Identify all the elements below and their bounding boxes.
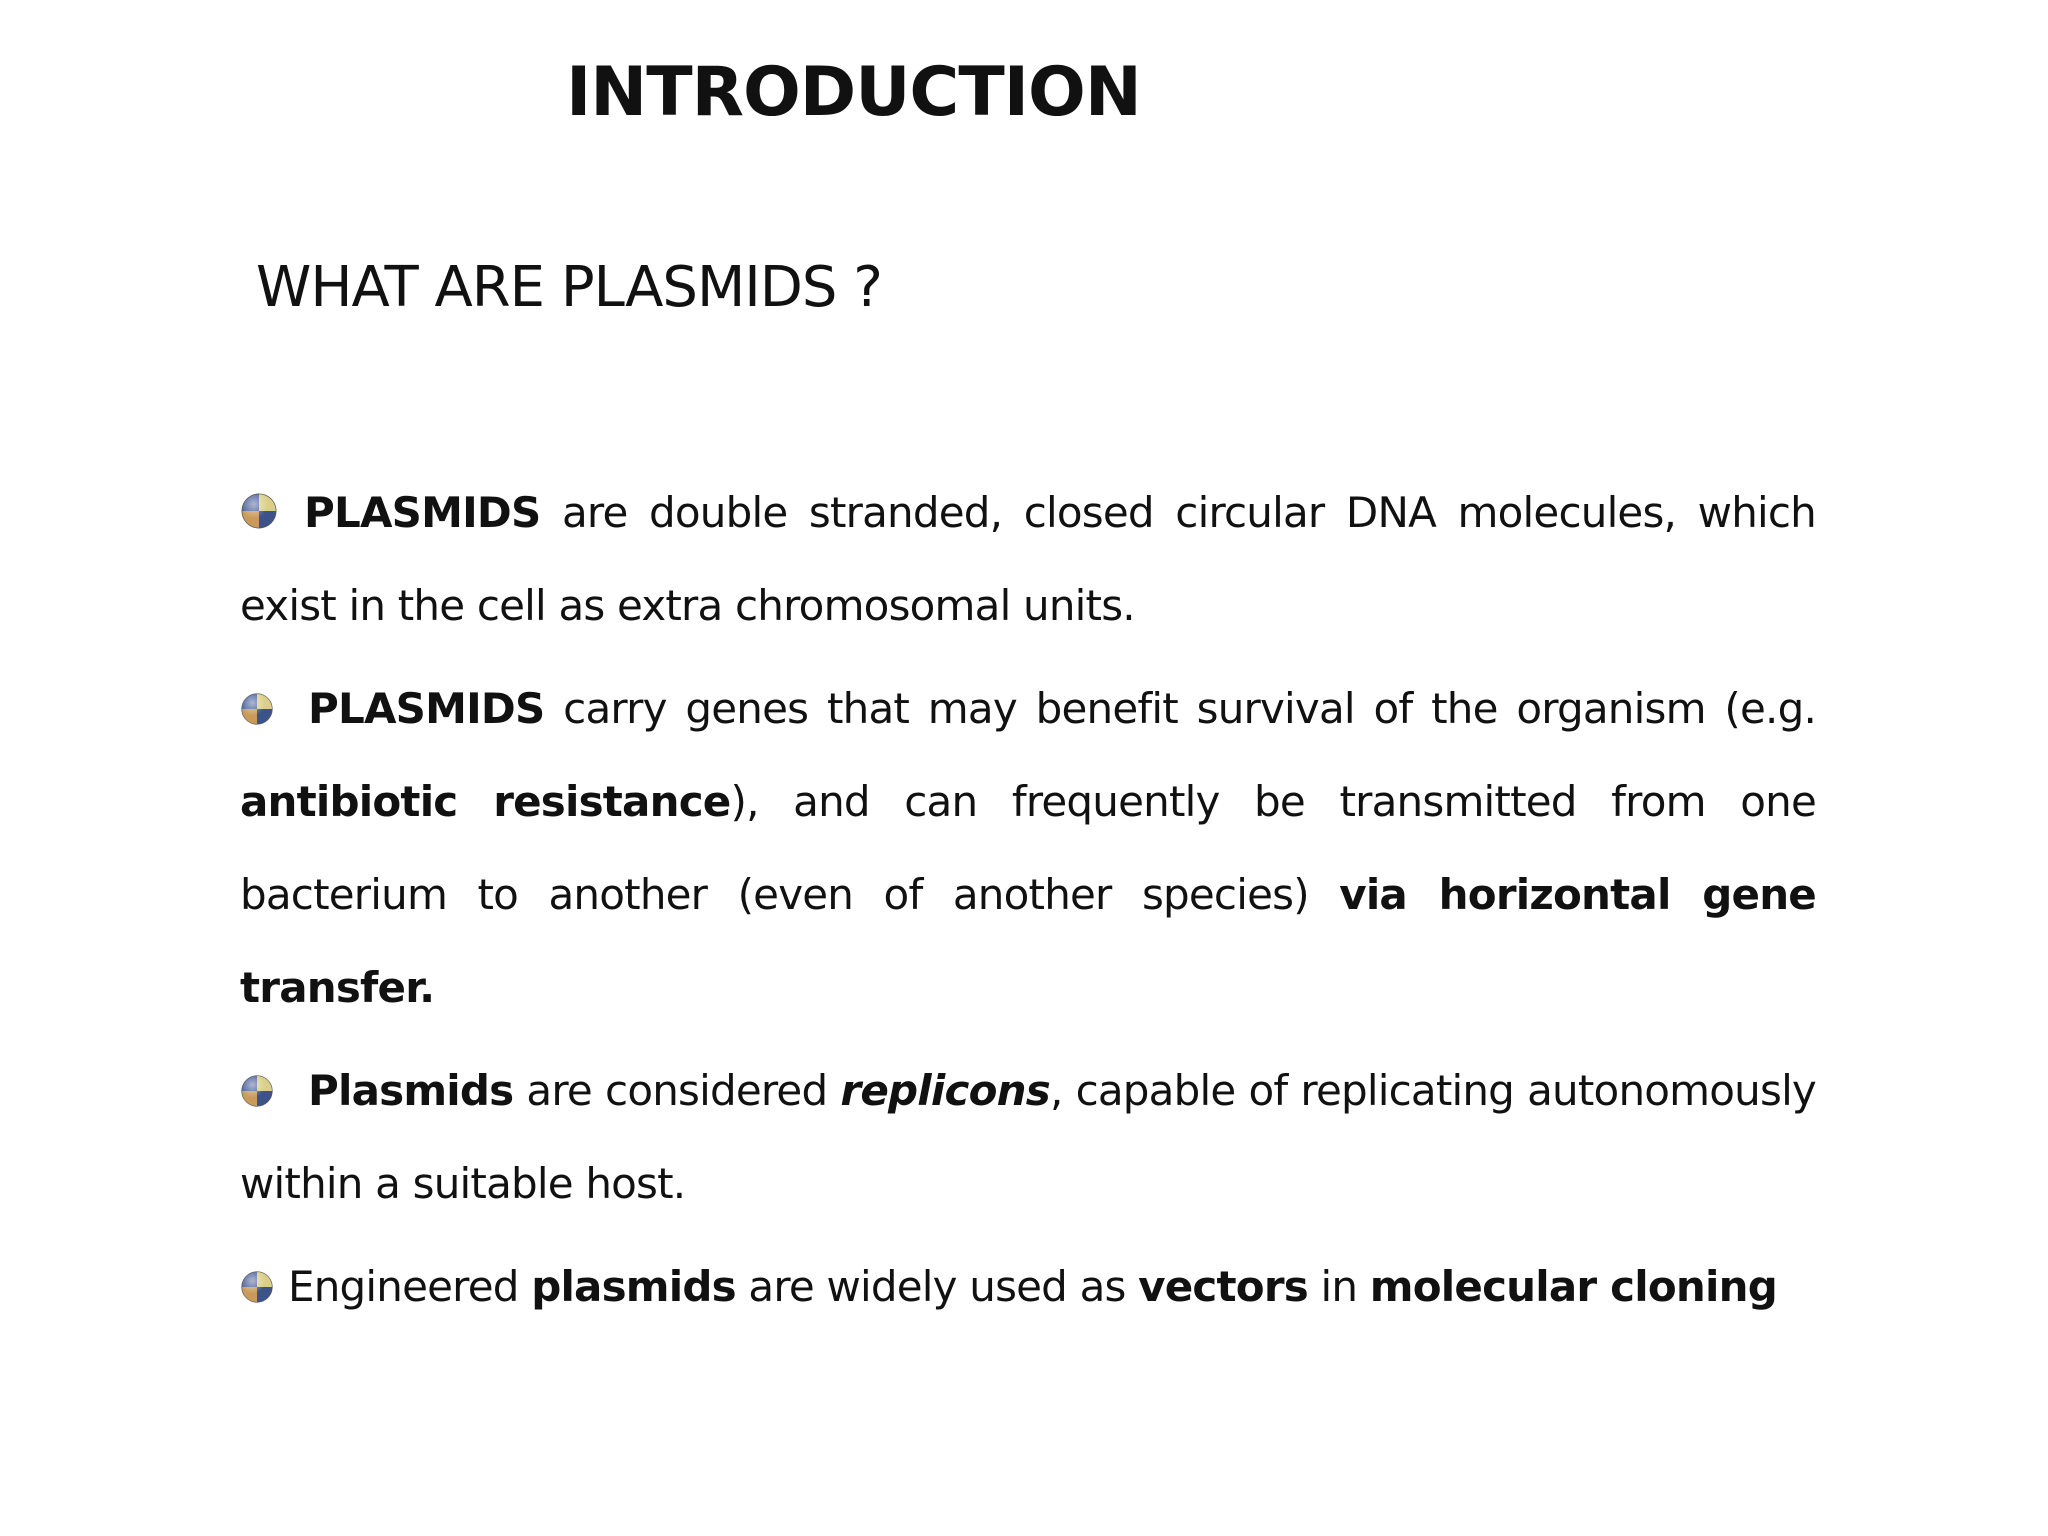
slide-title: INTRODUCTION bbox=[566, 53, 1141, 132]
quartered-sphere-icon bbox=[240, 692, 274, 726]
bullet-item-4 bbox=[240, 1240, 1816, 1333]
bold-term: via horizontal gene transfer. bbox=[240, 870, 1816, 1012]
bullet-text: Engineered bbox=[288, 1262, 532, 1311]
bullet-list bbox=[240, 466, 1816, 1343]
bold-italic-term: replicons bbox=[840, 1066, 1050, 1115]
quartered-sphere-icon bbox=[240, 492, 278, 530]
bold-term: PLASMIDS bbox=[308, 684, 545, 733]
bullet-text: are considered bbox=[513, 1066, 841, 1115]
bold-term: PLASMIDS bbox=[304, 488, 541, 537]
bullet-text: are double stranded, closed circular DNA molecules, which exist in the cell as extra chromosomal units. bbox=[240, 488, 1816, 630]
bold-term: vectors bbox=[1138, 1262, 1308, 1311]
bullet-text: carry genes that may benefit survival of the organism (e.g. bbox=[544, 684, 1816, 733]
bold-term: molecular cloning bbox=[1369, 1262, 1777, 1311]
bullet-text: , capable of replicating autonomously within a suitable host. bbox=[240, 1066, 1816, 1208]
bullet-text: ), and can frequently be transmitted from one bacterium to another (even of another species) bbox=[240, 777, 1816, 919]
bullet-item-3 bbox=[240, 1044, 1816, 1230]
bullet-text: in bbox=[1307, 1262, 1370, 1311]
bold-term: plasmids bbox=[531, 1262, 736, 1311]
bullet-item-1 bbox=[240, 466, 1816, 652]
slide-subtitle: WHAT ARE PLASMIDS ? bbox=[256, 255, 882, 320]
quartered-sphere-icon bbox=[240, 1270, 274, 1304]
bold-term: antibiotic resistance bbox=[240, 777, 731, 826]
bold-term: Plasmids bbox=[308, 1066, 514, 1115]
quartered-sphere-icon bbox=[240, 1074, 274, 1108]
bullet-text: are widely used as bbox=[735, 1262, 1139, 1311]
bullet-item-2 bbox=[240, 662, 1816, 1034]
